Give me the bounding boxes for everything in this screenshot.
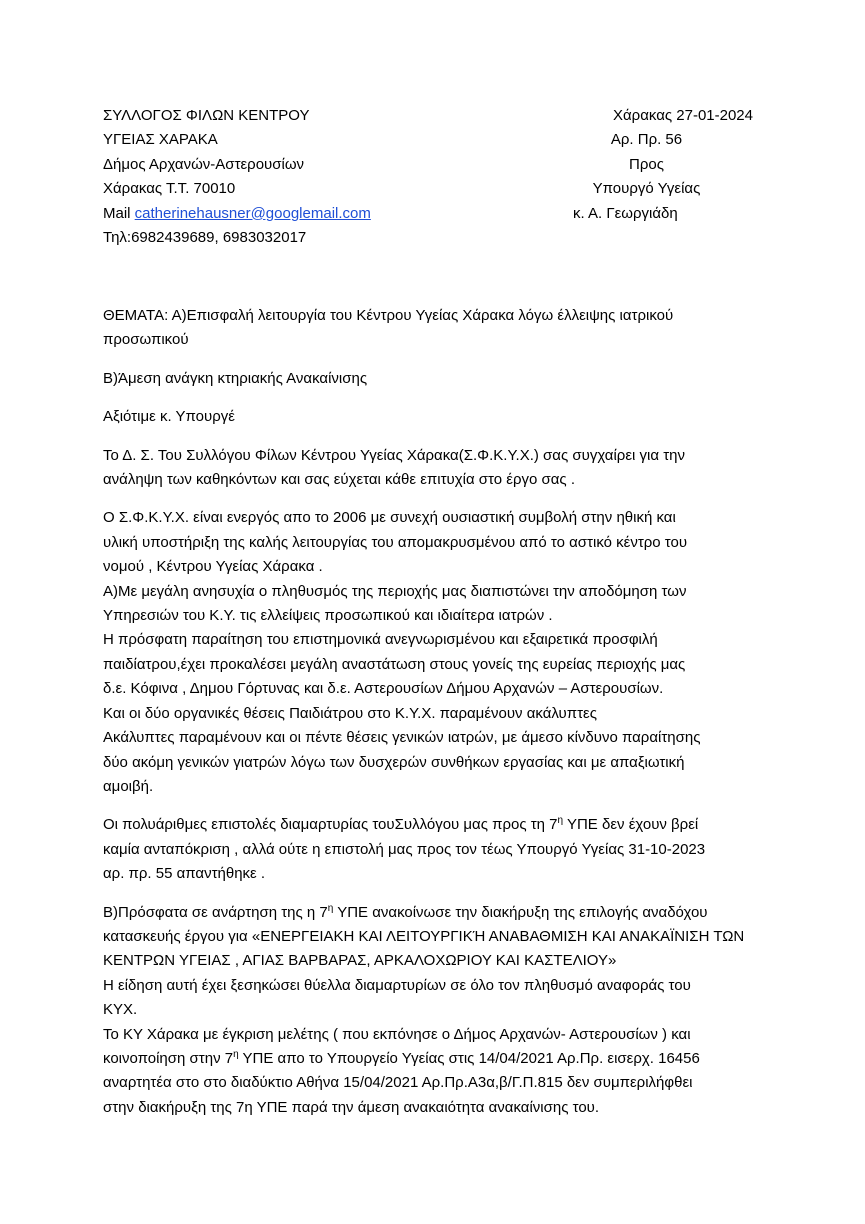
sender-org-line1: ΣΥΛΛΟΓΟΣ ΦΙΛΩΝ ΚΕΝΤΡΟΥ	[103, 107, 310, 124]
paragraph-congrats	[103, 444, 763, 493]
subject-block	[103, 304, 763, 353]
text-line: Α)Με μεγάλη ανησυχία ο πληθυσμός της περιοχής μας διαπιστώνει την αποδόμηση των	[103, 582, 687, 600]
text-line: Υπηρεσιών του Κ.Υ. τις ελλείψεις προσωπικού και ιδιαίτερα ιατρών .	[103, 607, 553, 625]
subject-b	[103, 367, 763, 391]
text-line: αναρτητέα στο στο διαδύκτιο Αθήνα 15/04/2021 Αρ.Πρ.Α3α,β/Γ.Π.815 δεν συμπεριλήφθει	[103, 1074, 693, 1092]
text-line: αμοιβή.	[103, 777, 154, 795]
sender-postal: Χάρακας Τ.Τ. 70010	[103, 180, 236, 198]
text-line: κοινοποίηση στην $7^\eta$ ΥΠΕ απο το Υπουργείο Υγείας στις 14/04/2021 Αρ.Πρ. εισερχ. 16456	[103, 1048, 700, 1067]
sender-mail	[103, 202, 371, 226]
text-line: Β)Πρόσφατα σε ανάρτηση της η $7^\eta$ ΥΠΕ ανακοίνωσε την διακήρυξη της επιλογής αναδόχου	[103, 902, 708, 921]
text-line: Το ΚΥ Χάρακα με έγκριση μελέτης ( που εκπόνησε ο Δήμος Αρχανών- Αστερουσίων ) και	[103, 1025, 691, 1043]
email-link[interactable]: catherinehausner@googlemail.com	[134, 204, 371, 222]
text-line: Η είδηση αυτή έχει ξεσηκώσει θύελλα διαμαρτυρίων σε όλο τον πληθυσμό αναφοράς του	[103, 976, 691, 994]
text-line: νομού , Κέντρου Υγείας Χάρακα .	[103, 558, 323, 576]
paragraph-protests	[103, 813, 763, 886]
text-line: Η πρόσφατη παραίτηση του επιστημονικά ανεγνωρισμένου και εξαιρετικά προσφιλή	[103, 631, 658, 649]
text-line: καμία ανταπόκριση , αλλά ούτε η επιστολή μας προς τον τέως Υπουργό Υγείας 31-10-2023	[103, 840, 706, 858]
text-line: στην διακήρυξη της 7η ΥΠΕ παρά την άμεση ανακαιότητα ανακαίνισης του.	[103, 1098, 600, 1116]
text-line: παιδίατρου,έχει προκαλέσει μεγάλη αναστάτωση στους γονείς της ευρείας περιοχής μας	[103, 655, 686, 673]
sender-org-line2: ΥΓΕΙΑΣ ΧΑΡΑΚΑ	[103, 131, 218, 149]
recipient-block	[540, 104, 753, 226]
sender-municipality: Δήμος Αρχανών-Αστερουσίων	[103, 155, 305, 173]
text-line: δ.ε. Κόφινα , Δημου Γόρτυνας και δ.ε. Αστερουσίων Δήμου Αρχανών – Αστερουσίων.	[103, 680, 664, 698]
letter-date: Χάρακας 27-01-2024	[613, 107, 753, 124]
subject-line: προσωπικού	[103, 331, 189, 349]
text-line: Ακάλυπτες παραμένουν και οι πέντε θέσεις γενικών ιατρών, με άμεσο κίνδυνο παραίτησης	[103, 729, 701, 747]
text-line: ΚΕΝΤΡΩΝ ΥΓΕΙΑΣ , ΑΓΙΑΣ ΒΑΡΒΑΡΑΣ, ΑΡΚΑΛΟΧΩΡΙΟΥ ΚΑΙ ΚΑΣΤΕΛΙΟΥ»	[103, 952, 617, 970]
text-line: ανάληψη των καθηκόντων και σας εύχεται κάθε επιτυχία στο έργο σας .	[103, 471, 575, 489]
text-line: δύο ακόμη γενικών γιατρών λόγω των δυσχερών συνθήκων εργασίας και με απαξιωτική	[103, 753, 685, 771]
text-line: ΚΥΧ.	[103, 1001, 138, 1019]
mail-label: Mail	[103, 204, 135, 222]
sender-phone: Τηλ:6982439689, 6983032017	[103, 229, 307, 247]
paragraph-staffing	[103, 506, 763, 799]
subject-line: ΘΕΜΑΤΑ: Α)Επισφαλή λειτουργία του Κέντρου Υγείας Χάρακα λόγω έλλειψης ιατρικού	[103, 307, 674, 324]
protocol-number: Αρ. Πρ. 56	[610, 131, 683, 149]
subject-line: Β)Άμεση ανάγκη κτηριακής Ανακαίνισης	[103, 369, 368, 387]
text-line: Το Δ. Σ. Του Συλλόγου Φίλων Κέντρου Υγείας Χάρακα(Σ.Φ.Κ.Υ.Χ.) σας συγχαίρει για την	[103, 446, 685, 464]
text-line: Ο Σ.Φ.Κ.Υ.Χ. είναι ενεργός απο το 2006 με συνεχή ουσιαστική συμβολή στην ηθική και	[103, 509, 676, 527]
text-line: Οι πολυάριθμες επιστολές διαμαρτυρίας τουΣυλλόγου μας προς τη $7^\eta$ ΥΠΕ δεν έχουν βρεί	[103, 815, 699, 834]
greeting: Αξιότιμε κ. Υπουργέ	[103, 408, 235, 426]
text-line: αρ. πρ. 55 απαντήθηκε .	[103, 865, 266, 883]
text-line: κατασκευής έργου για «ΕΝΕΡΓΕΙΑΚΗ ΚΑΙ ΛΕΙΤΟΥΡΓΙΚΉ ΑΝΑΒΑΘΜΙΣΗ ΚΑΙ ΑΝΑΚΑΪΝΙΣΗ ΤΩΝ	[103, 927, 745, 945]
sender-block	[103, 104, 371, 250]
recipient-name: κ. Α. Γεωργιάδη	[573, 204, 678, 222]
letter-body	[103, 304, 763, 1134]
recipient-ministry: Υπουργό Υγείας	[592, 180, 701, 198]
recipient-to: Προς	[629, 155, 664, 173]
text-line: Και οι δύο οργανικές θέσεις Παιδιάτρου στο Κ.Υ.Χ. παραμένουν ακάλυπτες	[103, 704, 597, 722]
text-line: υλική υποστήριξη της καλής λειτουργίας του απομακρυσμένου από το αστικό κέντρο του	[103, 533, 688, 551]
paragraph-renovation	[103, 901, 763, 1121]
